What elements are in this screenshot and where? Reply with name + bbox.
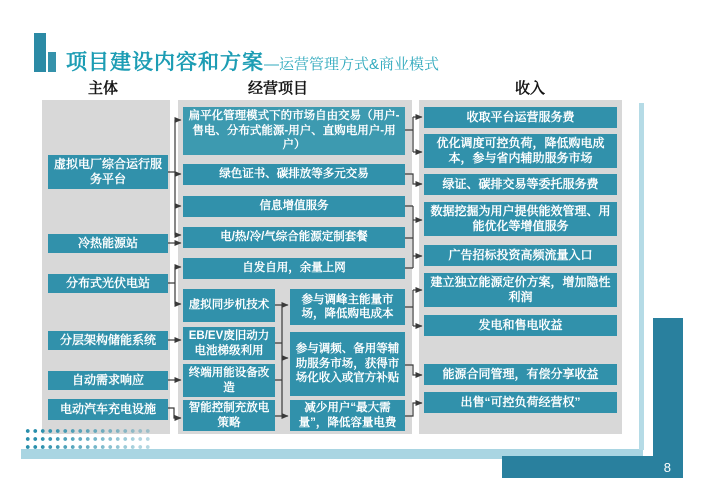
- title-accent-bar-short: [48, 52, 56, 72]
- income-box-dispatch-controllable-load: 优化调度可控负荷，降低购电成本，参与省内辅助服务市场: [424, 134, 617, 168]
- operations-box-peak-shaving-market: 参与调峰主能量市场，降低购电成本: [290, 289, 405, 325]
- operations-box-ancillary-services-market: 参与调频、备用等辅助服务市场，获得市场化收入或官方补贴: [290, 332, 405, 396]
- operations-box-self-use-surplus-grid: 自发自用，余量上网: [183, 258, 405, 279]
- page-title: [66, 46, 439, 76]
- operations-box-reduce-max-demand: 减少用户“最大需量”，降低容量电费: [290, 400, 405, 431]
- subject-box-auto-demand-response: 自动需求响应: [48, 371, 168, 390]
- operations-box-free-market-trading: 扁平化管理模式下的市场自由交易（用户-售电、分布式能源-用户、直购电用户-用户）: [183, 107, 405, 155]
- operations-box-terminal-equipment-retrofit: 终端用能设备改造: [183, 364, 275, 397]
- title-main: 项目建设内容和方案: [66, 51, 264, 74]
- subject-box-layered-storage: 分层架构储能系统: [48, 331, 168, 350]
- corner-vertical-bar: [653, 318, 683, 478]
- income-box-generation-sales-revenue: 发电和售电收益: [424, 315, 617, 336]
- title-subtitle: —运营管理方式&商业模式: [264, 56, 440, 73]
- subject-box-heating-cooling-station: 冷热能源站: [48, 234, 168, 253]
- title-accent-bar-tall: [34, 33, 46, 72]
- dot-pattern-decoration: [24, 426, 150, 449]
- operations-box-battery-cascade-use: EB/EV废旧动力电池梯级利用: [183, 327, 275, 360]
- operations-box-energy-packages: 电/热/冷/气综合能源定制套餐: [183, 227, 405, 248]
- subject-box-distributed-pv: 分布式光伏电站: [48, 274, 168, 293]
- income-box-sell-load-operation-rights: 出售“可控负荷经营权”: [424, 392, 617, 413]
- operations-box-virtual-synchronous-machine: 虚拟同步机技术: [183, 289, 275, 322]
- right-vertical-rule: [639, 103, 644, 450]
- income-box-data-mining-services: 数据挖掘为用户提供能效管理、用能优化等增值服务: [424, 202, 617, 236]
- page-number: 8: [663, 459, 671, 475]
- subject-box-vpp-platform: 虚拟电厂综合运行服务平台: [48, 155, 168, 189]
- income-box-green-cert-commission-fee: 绿证、碳排交易等委托服务费: [424, 174, 617, 195]
- income-box-independent-pricing: 建立独立能源定价方案，增加隐性利润: [424, 273, 617, 307]
- operations-box-smart-charging-strategy: 智能控制充放电策略: [183, 400, 275, 431]
- subject-box-ev-charging: 电动汽车充电设施: [48, 399, 168, 420]
- column-header-income: 收入: [514, 80, 545, 97]
- operations-box-info-value-services: 信息增值服务: [183, 196, 405, 217]
- income-box-ad-traffic-entrance: 广告招标投资高频流量入口: [424, 245, 617, 266]
- operations-box-green-certificates: 绿色证书、碳排放等多元交易: [183, 164, 405, 185]
- income-box-energy-contract-management: 能源合同管理，有偿分享收益: [424, 364, 617, 385]
- footer-dark-bar: [502, 456, 683, 478]
- income-box-platform-service-fee: 收取平台运营服务费: [424, 107, 617, 128]
- column-header-subject: 主体: [87, 80, 118, 97]
- column-header-operations: 经营项目: [247, 80, 308, 97]
